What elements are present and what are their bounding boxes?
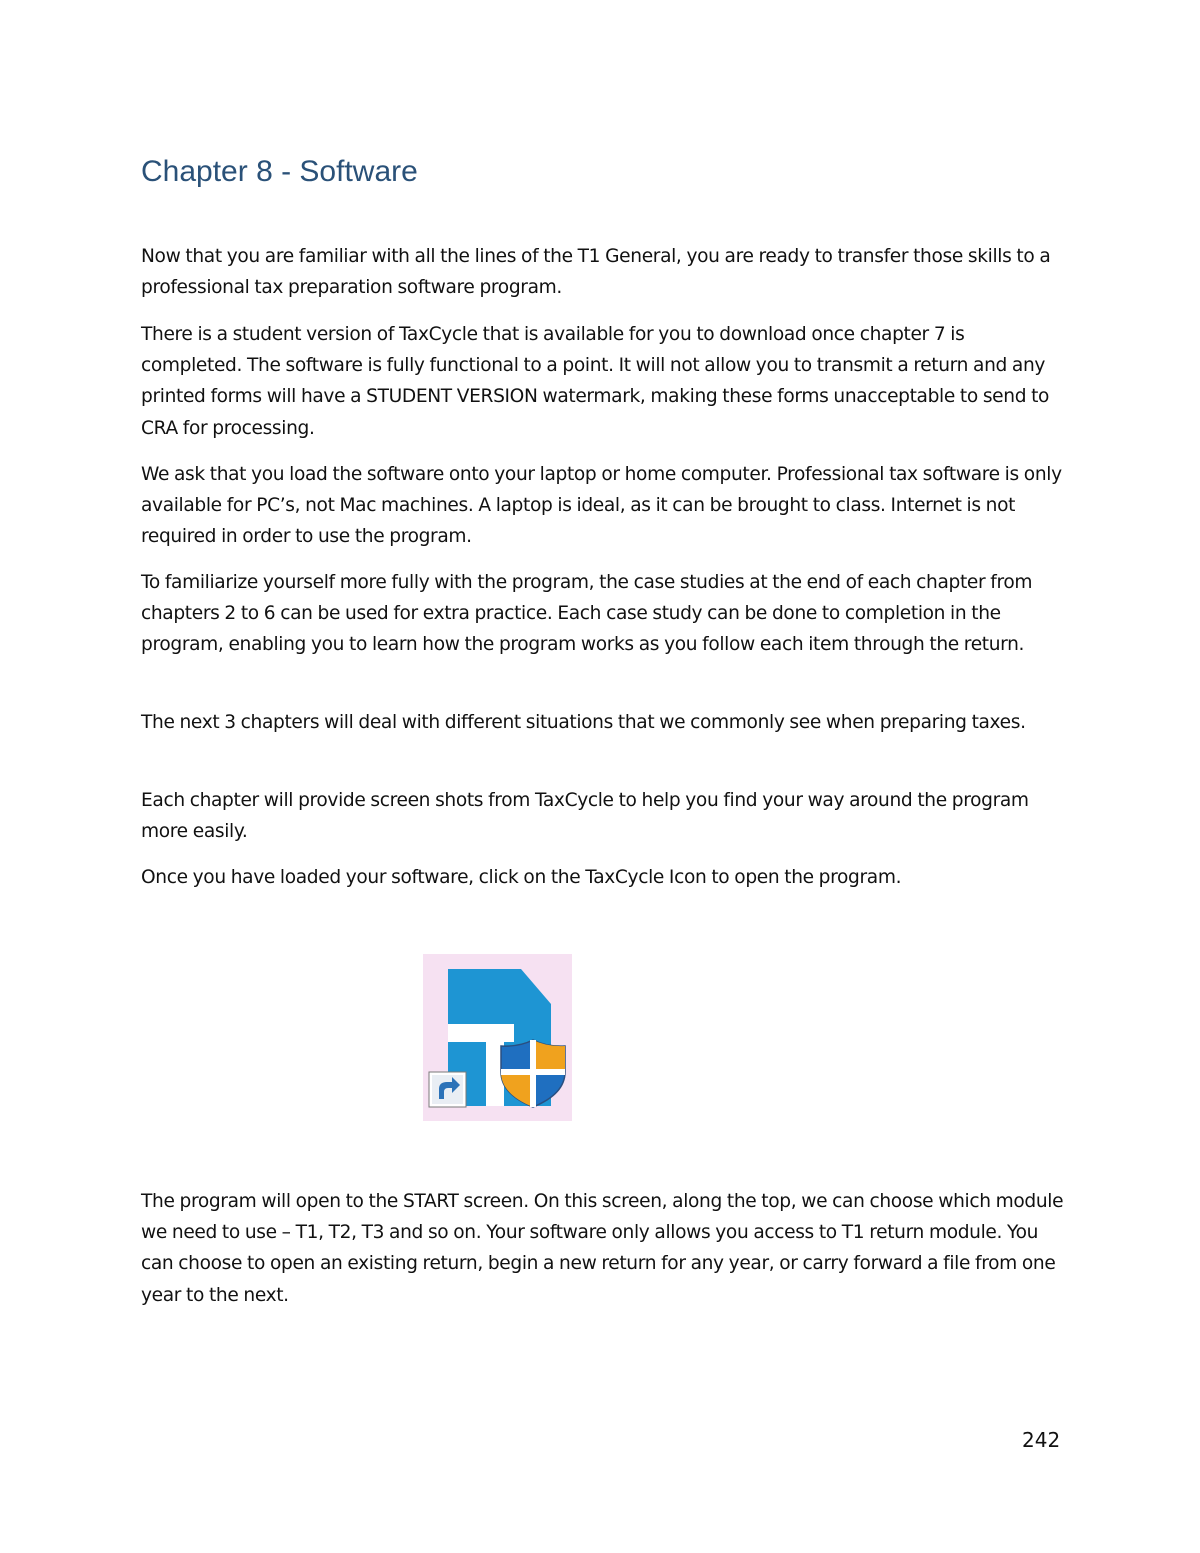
paragraph-case-studies: To familiarize yourself more fully with the program, the case studies at the end of each chapter from chapters 2 to 6 can be used for extra practice. Each case study can be done to completion in the program, enabling you to learn how the program works as you follow each item through the return. [141, 572, 1033, 656]
page-number: 242 [1022, 1428, 1061, 1452]
paragraph-start-screen: The program will open to the START screen. On this screen, along the top, we can choose which module we need to use – T1, T2, T3 and so on. Your software only allows you access to T1 return module. You can choose to open an existing return, begin a new return for any year, or carry forward a file from one year to the next. [141, 1191, 1064, 1306]
paragraph-install: We ask that you load the software onto your laptop or home computer. Professional tax software is only available for PC’s, not Mac machines. A laptop is ideal, as it can be brought to class. Internet is not required in order to use the program. [141, 464, 1062, 548]
paragraph-screenshots: Each chapter will provide screen shots from TaxCycle to help you find your way around the program more easily. [141, 790, 1029, 843]
paragraph-intro: Now that you are familiar with all the lines of the T1 General, you are ready to transfer those skills to a professional tax preparation software program. [141, 246, 1051, 299]
paragraph-next-chapters: The next 3 chapters will deal with different situations that we commonly see when preparing taxes. [141, 712, 1026, 733]
taxcycle-icon [423, 954, 572, 1121]
chapter-title: Chapter 8 - Software [141, 155, 418, 188]
paragraph-open-program: Once you have loaded your software, click on the TaxCycle Icon to open the program. [141, 867, 902, 888]
paragraph-student-version: There is a student version of TaxCycle that is available for you to download once chapter 7 is completed. The software is fully functional to a point. It will not allow you to transmit a return and any printed forms will have a STUDENT VERSION watermark, making these forms unacceptable to send to CRA for processing. [141, 324, 1050, 439]
taxcycle-icon-graphic [423, 954, 572, 1121]
